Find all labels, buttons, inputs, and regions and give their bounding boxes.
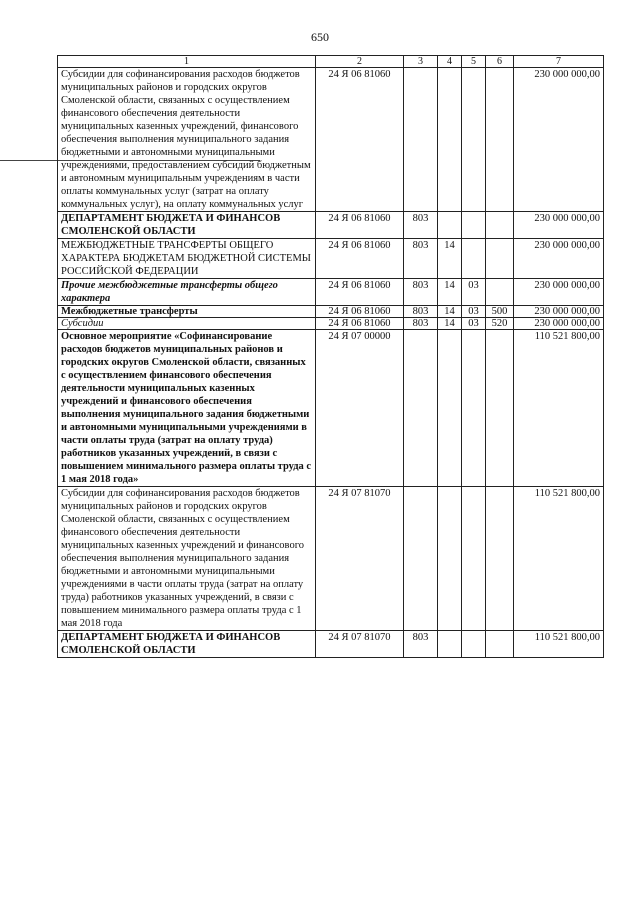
row-name: Основное мероприятие «Софинансирование расходов бюджетов муниципальных районов и городских округов Смоленской области, связанных с осуществлением финансового обеспечения деятельности муниципальных казенных учреждений и финансового обеспечения выполнения муниципального задания бюджетными и автономными муниципальными учреждениями в части оплаты труда (затрат на оплату труда) работников указанных учреждений, в связи с повышением минимального размера оплаты труда с 1 мая 2018 года» — [58, 330, 316, 487]
row-col-5: 03 — [462, 318, 486, 330]
table-row — [58, 306, 604, 318]
row-col-6 — [486, 330, 514, 487]
row-amount: 230 000 000,00 — [514, 306, 604, 318]
row-col-3: 803 — [404, 239, 438, 279]
row-amount: 230 000 000,00 — [514, 239, 604, 279]
row-col-5: 03 — [462, 279, 486, 306]
row-target-code: 24 Я 06 81060 — [316, 239, 404, 279]
table-row — [58, 68, 604, 212]
row-col-3 — [404, 68, 438, 212]
row-col-6 — [486, 487, 514, 631]
row-target-code: 24 Я 06 81060 — [316, 318, 404, 330]
table-row — [58, 239, 604, 279]
header-col-2: 2 — [316, 56, 404, 68]
row-col-6 — [486, 239, 514, 279]
table-row — [58, 318, 604, 330]
table-row — [58, 279, 604, 306]
row-name: Межбюджетные трансферты — [58, 306, 316, 318]
row-amount: 230 000 000,00 — [514, 318, 604, 330]
header-col-1: 1 — [58, 56, 316, 68]
row-amount: 230 000 000,00 — [514, 68, 604, 212]
table-row — [58, 330, 604, 487]
row-col-4 — [438, 330, 462, 487]
row-col-4 — [438, 631, 462, 658]
row-col-4 — [438, 487, 462, 631]
row-col-5 — [462, 631, 486, 658]
row-col-4: 14 — [438, 239, 462, 279]
row-col-6: 500 — [486, 306, 514, 318]
row-col-3: 803 — [404, 212, 438, 239]
row-name: Субсидии для софинансирования расходов бюджетов муниципальных районов и городских округов Смоленской области, связанных с осуществлением финансового обеспечения деятельности муниципальных казенных учреждений, финансового обеспечения выполнения муниципального задания бюджетными и автономными муниципальными учреждениями, предоставлением субсидий бюджетным и автономным муниципальным учреждениям в части оплаты коммунальных услуг (затрат на оплату коммунальных услуг), на оплату коммунальных услуг — [58, 68, 316, 212]
row-col-3 — [404, 330, 438, 487]
row-name: Субсидии — [58, 318, 316, 330]
row-col-4: 14 — [438, 318, 462, 330]
row-col-3: 803 — [404, 306, 438, 318]
row-col-5 — [462, 487, 486, 631]
row-target-code: 24 Я 07 81070 — [316, 631, 404, 658]
header-col-5: 5 — [462, 56, 486, 68]
table-row — [58, 631, 604, 658]
header-col-3: 3 — [404, 56, 438, 68]
header-col-4: 4 — [438, 56, 462, 68]
row-col-6 — [486, 279, 514, 306]
row-col-5 — [462, 239, 486, 279]
row-col-5 — [462, 212, 486, 239]
row-target-code: 24 Я 07 81070 — [316, 487, 404, 631]
row-col-5 — [462, 68, 486, 212]
row-col-3 — [404, 487, 438, 631]
row-name: Субсидии для софинансирования расходов бюджетов муниципальных районов и городских округов Смоленской области, связанных с осуществлением финансового обеспечения деятельности муниципальных казенных учреждений и финансового обеспечения выполнения муниципального задания бюджетными и автономными муниципальными учреждениями в части оплаты труда (затрат на оплату труда) работников указанных учреждений, в связи с повышением минимального размера оплаты труда с 1 мая 2018 года — [58, 487, 316, 631]
row-col-4: 14 — [438, 306, 462, 318]
row-amount: 230 000 000,00 — [514, 212, 604, 239]
row-target-code: 24 Я 06 81060 — [316, 68, 404, 212]
table-row — [58, 487, 604, 631]
row-target-code: 24 Я 07 00000 — [316, 330, 404, 487]
row-col-4: 14 — [438, 279, 462, 306]
row-col-3: 803 — [404, 318, 438, 330]
row-name: ДЕПАРТАМЕНТ БЮДЖЕТА И ФИНАНСОВ СМОЛЕНСКОЙ ОБЛАСТИ — [58, 631, 316, 658]
row-col-5: 03 — [462, 306, 486, 318]
row-col-6 — [486, 212, 514, 239]
row-col-3: 803 — [404, 279, 438, 306]
row-target-code: 24 Я 06 81060 — [316, 212, 404, 239]
page-number: 650 — [311, 30, 329, 44]
row-amount: 110 521 800,00 — [514, 330, 604, 487]
row-target-code: 24 Я 06 81060 — [316, 279, 404, 306]
row-name: МЕЖБЮДЖЕТНЫЕ ТРАНСФЕРТЫ ОБЩЕГО ХАРАКТЕРА БЮДЖЕТАМ БЮДЖЕТНОЙ СИСТЕМЫ РОССИЙСКОЙ ФЕДЕРАЦИИ — [58, 239, 316, 279]
header-col-7: 7 — [514, 56, 604, 68]
row-col-6 — [486, 631, 514, 658]
row-name: Прочие межбюджетные трансферты общего характера — [58, 279, 316, 306]
budget-table — [57, 55, 604, 658]
row-amount: 230 000 000,00 — [514, 279, 604, 306]
row-name: ДЕПАРТАМЕНТ БЮДЖЕТА И ФИНАНСОВ СМОЛЕНСКОЙ ОБЛАСТИ — [58, 212, 316, 239]
row-col-6: 520 — [486, 318, 514, 330]
header-col-6: 6 — [486, 56, 514, 68]
row-col-4 — [438, 68, 462, 212]
header-row — [58, 56, 604, 68]
row-col-6 — [486, 68, 514, 212]
row-target-code: 24 Я 06 81060 — [316, 306, 404, 318]
row-col-4 — [438, 212, 462, 239]
row-col-3: 803 — [404, 631, 438, 658]
table-row — [58, 212, 604, 239]
row-amount: 110 521 800,00 — [514, 631, 604, 658]
row-amount: 110 521 800,00 — [514, 487, 604, 631]
row-col-5 — [462, 330, 486, 487]
